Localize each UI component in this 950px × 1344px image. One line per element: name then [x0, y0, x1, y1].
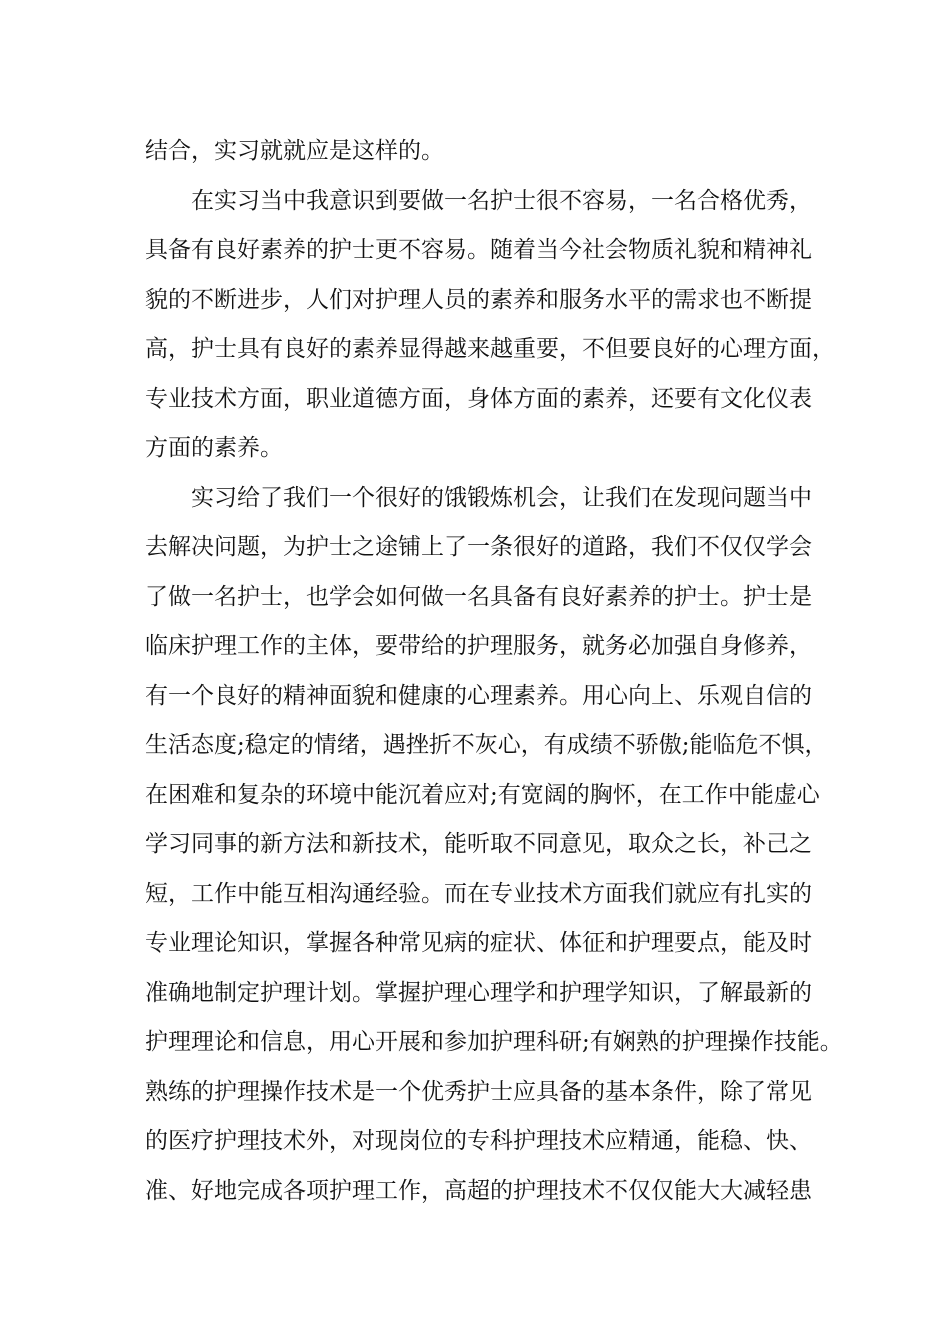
text-line: 实习给了我们一个很好的饿锻炼机会，让我们在发现问题当中: [191, 484, 812, 511]
text-line: 的医疗护理技术外，对现岗位的专科护理技术应精通，能稳、快、: [145, 1128, 812, 1154]
text-line: 了做一名护士，也学会如何做一名具备有良好素养的护士。护士是: [145, 583, 812, 610]
document-body: [145, 127, 843, 1216]
text-line: 貌的不断进步，人们对护理人员的素养和服务水平的需求也不断提: [145, 286, 812, 313]
text-line: 熟练的护理操作技术是一个优秀护士应具备的基本条件，除了常见: [145, 1078, 812, 1105]
text-line: 专业理论知识，掌握各种常见病的症状、体征和护理要点，能及时: [145, 930, 812, 956]
text-line: 准确地制定护理计划。掌握护理心理学和护理学知识，了解最新的: [145, 979, 812, 1006]
paragraph: [145, 474, 843, 1217]
text-line: 学习同事的新方法和新技术，能听取不同意见，取众之长，补己之: [145, 831, 812, 857]
text-line: 护理理论和信息，用心开展和参加护理科研;有娴熟的护理操作技能。: [145, 1029, 843, 1055]
text-line: 高，护士具有良好的素养显得越来越重要，不但要良好的心理方面，: [145, 336, 835, 362]
text-line: 在实习当中我意识到要做一名护士很不容易，一名合格优秀，: [191, 187, 812, 214]
text-line: 生活态度;稳定的情绪，遇挫折不灰心，有成绩不骄傲;能临危不惧，: [145, 732, 828, 758]
text-line: 短，工作中能互相沟通经验。而在专业技术方面我们就应有扎实的: [145, 880, 812, 907]
text-line: 具备有良好素养的护士更不容易。随着当今社会物质礼貌和精神礼: [145, 237, 812, 263]
text-line: 有一个良好的精神面貌和健康的心理素养。用心向上、乐观自信的: [145, 682, 812, 709]
text-line: 在困难和复杂的环境中能沉着应对;有宽阔的胸怀，在工作中能虚心: [145, 781, 820, 808]
text-line: 方面的素养。: [145, 435, 283, 461]
text-line: 专业技术方面，职业道德方面，身体方面的素养，还要有文化仪表: [145, 385, 812, 412]
text-line: 结合，实习就就应是这样的。: [145, 138, 444, 164]
text-line: 准、好地完成各项护理工作，高超的护理技术不仅仅能大大减轻患: [145, 1177, 812, 1204]
paragraph: [145, 177, 835, 474]
text-line: 临床护理工作的主体，要带给的护理服务，就务必加强自身修养，: [145, 633, 812, 659]
text-line: 去解决问题，为护士之途铺上了一条很好的道路，我们不仅仅学会: [145, 534, 812, 560]
paragraph: [145, 127, 835, 177]
